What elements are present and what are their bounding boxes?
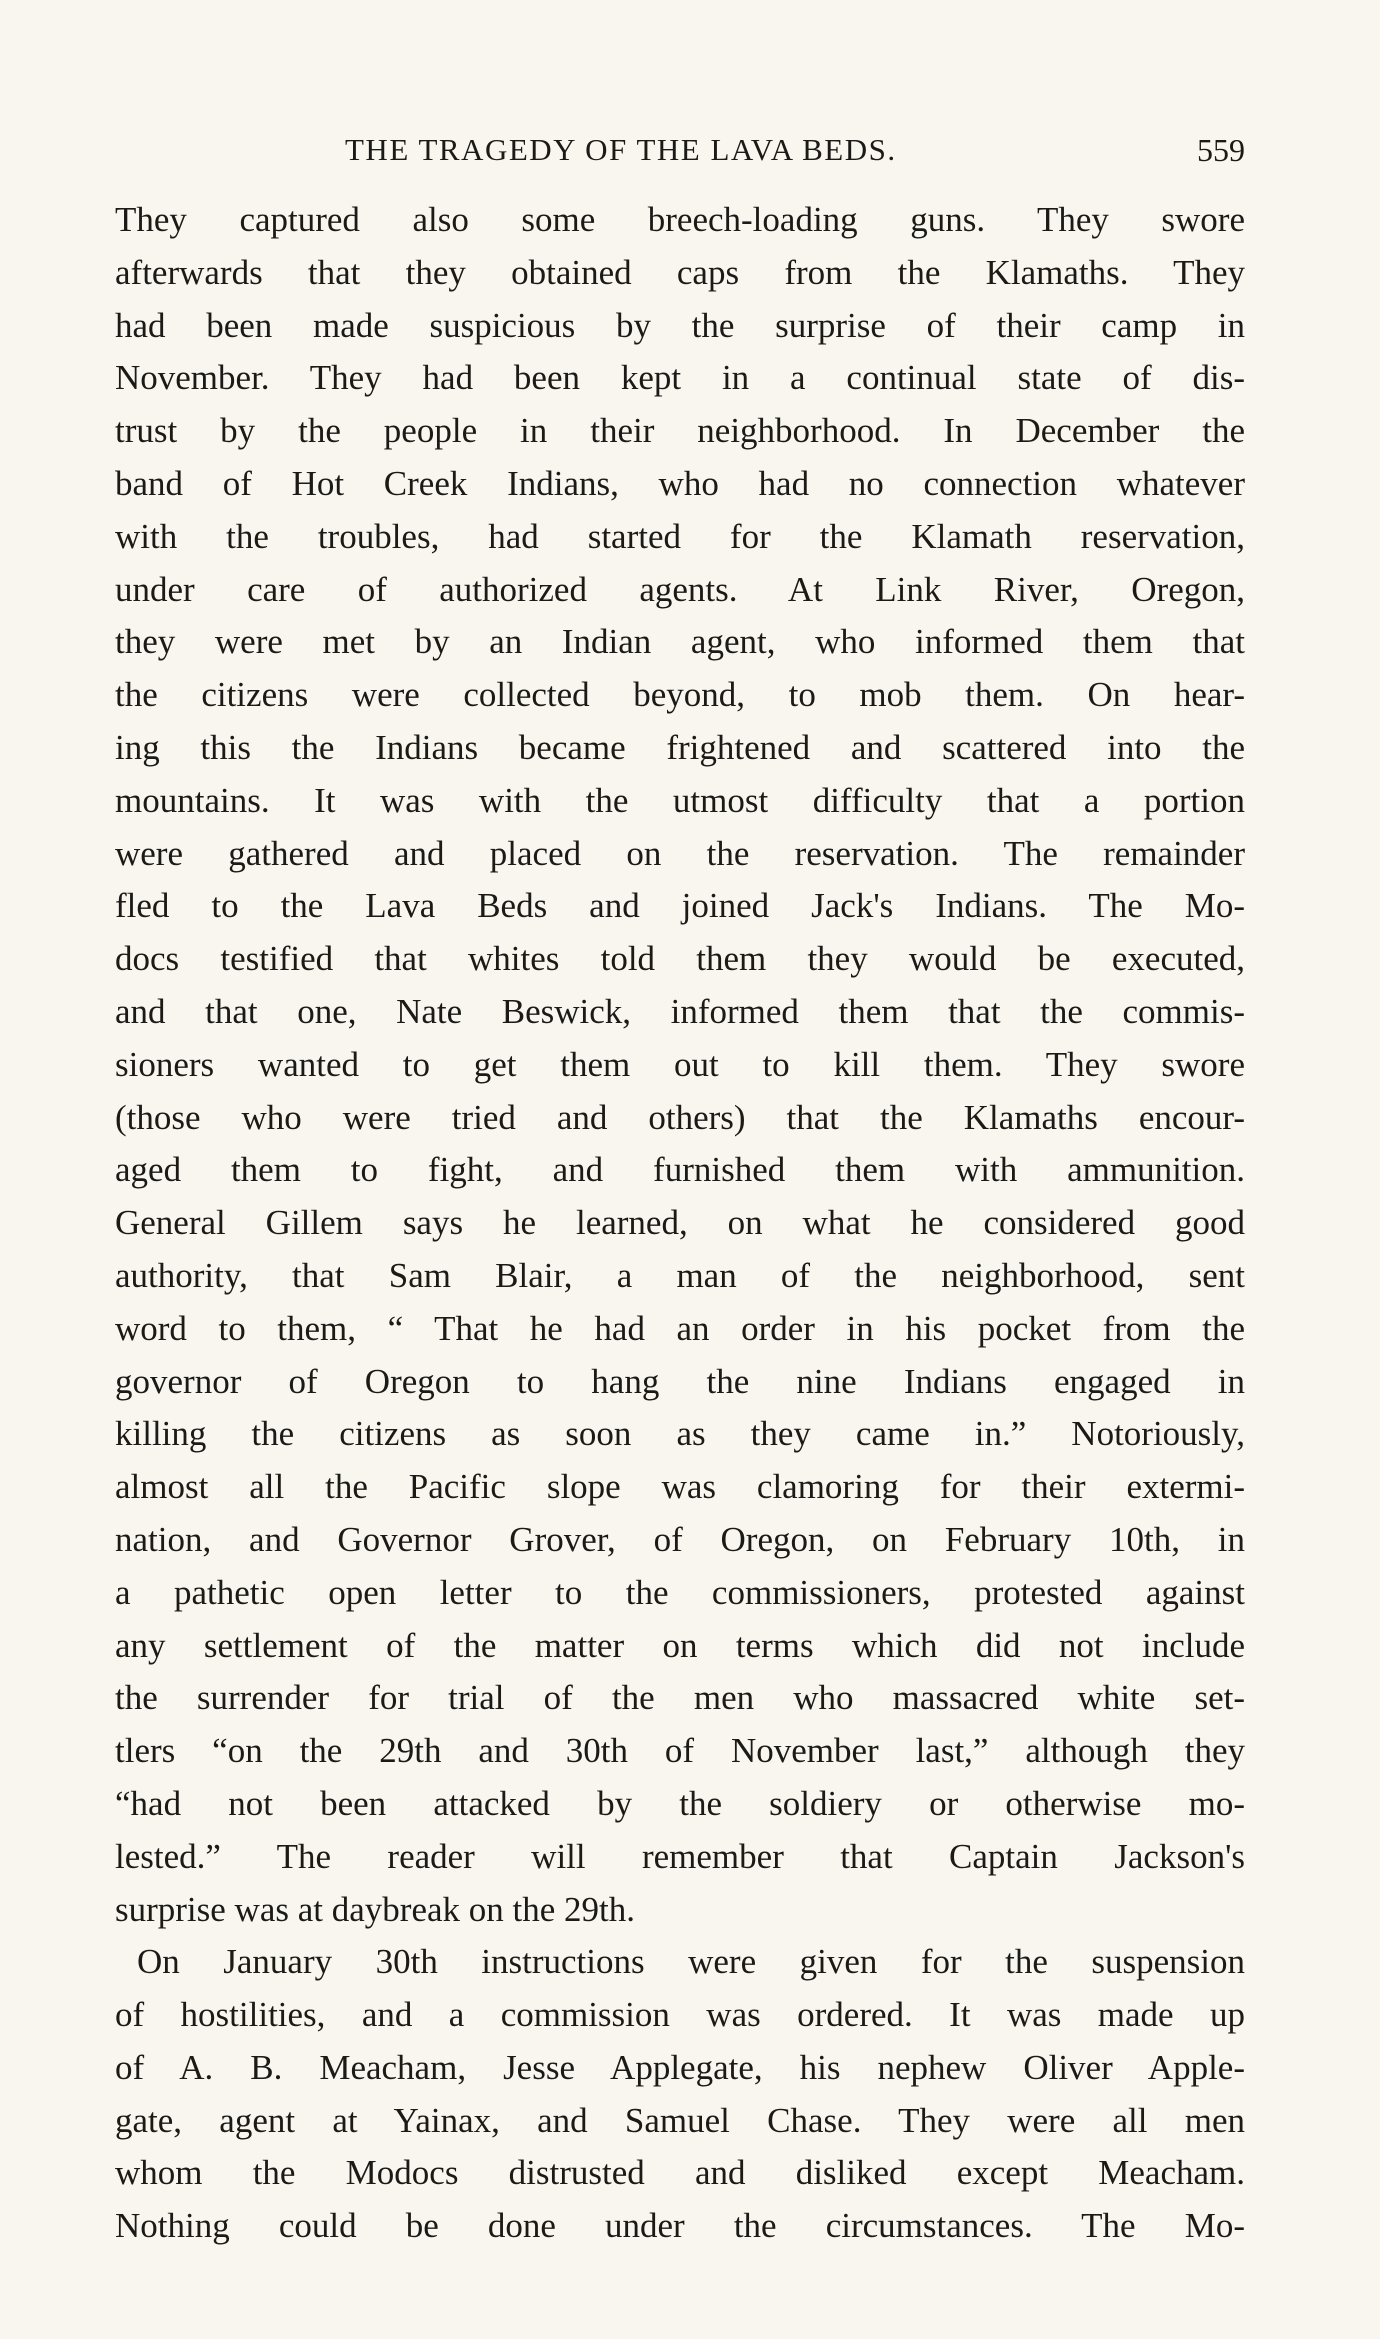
text-line: surprise was at daybreak on the 29th. bbox=[115, 1889, 635, 1929]
text-line: They captured also some breech-loading guns. They swore bbox=[115, 200, 1245, 239]
text-line: mountains. It was with the utmost difficulty that a portion bbox=[115, 780, 1245, 820]
text-line: aged them to fight, and furnished them with ammunition. bbox=[115, 1150, 1245, 1190]
page-header bbox=[115, 132, 1245, 176]
text-line: the citizens were collected beyond, to mob them. On hear- bbox=[115, 675, 1245, 715]
text-line: trust by the people in their neighborhood. In December the bbox=[115, 411, 1245, 451]
text-line: whom the Modocs distrusted and disliked except Meacham. bbox=[115, 2153, 1245, 2193]
text-line: killing the citizens as soon as they came in.” Notoriously, bbox=[115, 1414, 1245, 1454]
text-line: nation, and Governor Grover, of Oregon, on February 10th, in bbox=[115, 1519, 1245, 1559]
text-line: Nothing could be done under the circumstances. The Mo- bbox=[115, 2206, 1245, 2246]
text-line: with the troubles, had started for the Klamath reservation, bbox=[115, 516, 1245, 556]
text-line: any settlement of the matter on terms which did not include bbox=[115, 1625, 1245, 1665]
text-line: (those who were tried and others) that the Klamaths encour- bbox=[115, 1097, 1245, 1137]
text-line: of hostilities, and a commission was ordered. It was made up bbox=[115, 1995, 1245, 2035]
text-line: On January 30th instructions were given for the suspension bbox=[137, 1942, 1245, 1982]
text-line: and that one, Nate Beswick, informed them that the commis- bbox=[115, 991, 1245, 1031]
text-line: of A. B. Meacham, Jesse Applegate, his nephew Oliver Apple- bbox=[115, 2047, 1245, 2087]
text-line: were gathered and placed on the reservation. The remainder bbox=[115, 833, 1245, 873]
text-line: the surrender for trial of the men who massacred white set- bbox=[115, 1678, 1245, 1718]
text-line: November. They had been kept in a continual state of dis- bbox=[115, 358, 1245, 398]
text-line: General Gillem says he learned, on what he considered good bbox=[115, 1203, 1245, 1243]
text-line: lested.” The reader will remember that Captain Jackson's bbox=[115, 1836, 1245, 1876]
text-line: governor of Oregon to hang the nine Indians engaged in bbox=[115, 1361, 1245, 1401]
text-line: a pathetic open letter to the commissioners, protested against bbox=[115, 1572, 1245, 1612]
text-line: tlers “on the 29th and 30th of November last,” although they bbox=[115, 1731, 1245, 1771]
text-line: sioners wanted to get them out to kill them. They swore bbox=[115, 1044, 1245, 1084]
text-line: ing this the Indians became frightened and scattered into the bbox=[115, 727, 1245, 767]
text-line: afterwards that they obtained caps from the Klamaths. They bbox=[115, 252, 1245, 292]
text-line: band of Hot Creek Indians, who had no connection whatever bbox=[115, 463, 1245, 503]
text-line: word to them, “ That he had an order in his pocket from the bbox=[115, 1308, 1245, 1348]
text-line: fled to the Lava Beds and joined Jack's Indians. The Mo- bbox=[115, 886, 1245, 926]
text-line: “had not been attacked by the soldiery or otherwise mo- bbox=[115, 1783, 1245, 1823]
text-line: docs testified that whites told them they would be executed, bbox=[115, 939, 1245, 979]
text-line: under care of authorized agents. At Link River, Oregon, bbox=[115, 569, 1245, 609]
text-line: gate, agent at Yainax, and Samuel Chase. They were all men bbox=[115, 2100, 1245, 2140]
page-number: 559 bbox=[1197, 132, 1245, 168]
text-line: authority, that Sam Blair, a man of the neighborhood, sent bbox=[115, 1255, 1245, 1295]
body-text bbox=[115, 194, 1245, 2253]
text-line: had been made suspicious by the surprise of their camp in bbox=[115, 305, 1245, 345]
running-head: THE TRAGEDY OF THE LAVA BEDS. bbox=[345, 132, 897, 167]
text-line: they were met by an Indian agent, who informed them that bbox=[115, 622, 1245, 662]
text-line: almost all the Pacific slope was clamoring for their extermi- bbox=[115, 1467, 1245, 1507]
